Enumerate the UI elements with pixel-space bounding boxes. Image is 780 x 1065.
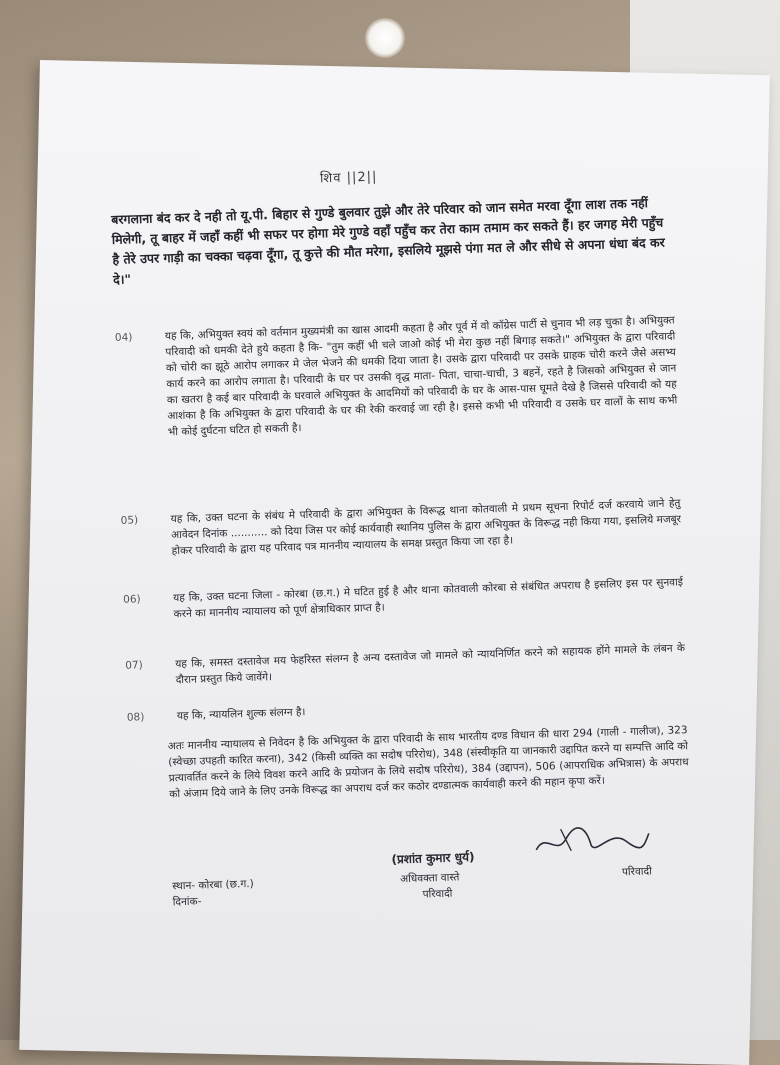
paragraph-number: 08) [126,711,145,724]
paragraph-text: यह कि, न्यायलिन शुल्क संलग्न है। [176,706,306,723]
page-number: शिव ||2|| [319,169,378,187]
paragraph-number: 06) [123,593,141,606]
paragraph-number: 07) [125,659,143,672]
date-line: दिनांक- [172,895,202,909]
advocate-role: अधिवक्ता वास्ते [399,871,460,886]
advocate-for: परिवादी [422,887,453,901]
paragraph-number: 05) [120,514,139,527]
ceiling-light-reflection [365,18,405,58]
paragraph-04 [115,312,678,442]
paragraph-text: यह कि, उक्त घटना के संबंध मे परिवादी के द्वारा अभियुक्त के विरूद्ध थाना कोतवाली मे प्रथम सूचना रिपोर्ट दर्ज करवाये जाने हेतु आवेदन दिनांक ........... को दिया जिस पर कोई कार्यवाही स्थानिय पुलिस के द्वारा अभियुक्त के विरूद्ध नही किया गया, इसलिये मजबूर होकर परिवादी के द्वारा यह परिवाद पत्र माननीय न्यायालय के समक्ष प्रस्तुत किया जा रहा है। [170,497,682,558]
paragraph-number: 04) [114,331,133,344]
threat-quote: बरगलाना बंद कर दे नही तो यू.पी. बिहार से गुण्डे बुलवार तुझे और तेरे परिवार को जान समेत मरवा दूँगा लाश तक नहीं मिलेगी, तू बाहर में जहाँ कहीं भी सफर पर होगा मेरे गुण्डे वहाँ पहुँच कर तेरा काम तमाम कर सकते हैं। हर जगह मेरी पहुँच है तेरे उपर गाड़ी का चक्का चढ़वा दूँगा, तू कुत्ते की मौत मरेगा, इसलिये मूझसे पंगा मत ले और सीधे से अपना धंधा बंद कर दे।" [111,195,665,287]
paragraph-text: यह कि, समस्त दस्तावेज मय फेहरिस्त संलग्न है अन्य दस्तावेज जो मामले को न्यायनिर्णित करने को सहायक होंगे मामले के लंबन के दौरान प्रस्तुत किये जावेंगे। [175,642,686,687]
complainant-label: परिवादी [621,865,653,879]
paragraph-text: यह कि, उक्त घटना जिला - कोरबा (छ.ग.) मे घटित हुई है और थाना कोतवाली कोरबा से संबंधित अपराध है इसलिए इस पर सुनवाई करने का माननीय न्यायालय को पूर्ण क्षेत्राधिकार प्राप्त है। [172,576,684,621]
handwritten-signature [530,818,651,862]
advocate-name: (प्रशांत कुमार धुर्य) [391,849,475,867]
place-line: स्थान- कोरबा (छ.ग.) [172,877,254,893]
paragraph-text: यह कि, अभियुक्त स्वयं को वर्तमान मुख्यमंत्री का खास आदमी कहता है और पूर्व में वो कॉग्रेस पार्टी से चुनाव भी लड़ चुका है। अभियुक्त परिवादी को धमकी देते हुये कहता है कि- "तुम कहीं भी चले जाओ कोई भी मेरा कुछ नहीं बिगाड़ सकते।" अभियुक्त के द्वारा परिवादी को चोरी का झूठे आरोप लगाकर मे जेल भेजने की धमकी दिया जाता है। उसके द्वारा परिवादी पर उसके ग्राहक चोरी करने जैसे असभ्य कार्य करने का आरोप लगाता है। परिवादी के घर पर उसकी वृद्ध माता- पिता, चाचा-चाची, 3 बहनें, रहते है जिसको अभियुक्त से जान का खतरा है कई बार परिवादी के घरवाले अभियुक्त के आदमियों को परिवादी के घर के आस-पास घूमते देखे है जिससे परिवादी को यह आशंका है कि अभियुक्त के द्वारा परिवादी के घर की रेकी करवाई जा रही है। इससे कभी भी परिवादी व उसके घर वालों के साथ कभी भी कोई दुर्घटना घटित हो सकती है। [164,314,678,439]
prayer-paragraph: अतः माननीय न्यायालय से निवेदन है कि अभियुक्त के द्वारा परिवादी के साथ भारतीय दण्ड विधान की धारा 294 (गाली - गालीज), 323 (स्वेच्छा उपहती कारित करना), 342 (किसी व्यक्ति का सदोष परिरोध), 348 (संस्वीकृति या जानकारी उद्दापित करने या सम्पत्ति आदि को प्रत्यावर्तित करने के लिये विवश करने आदि के प्रयोजन के लिये सदोष परिरोध), 384 (उद्दापन), 506 (आपराधिक अभित्रास) के अपराध को अंजाम दिये जाने के लिए उनके विरूद्ध का अपराध दर्ज कर कठोर दण्डात्मक कार्यवाही करने की महान कृपा करें। [167,724,689,801]
